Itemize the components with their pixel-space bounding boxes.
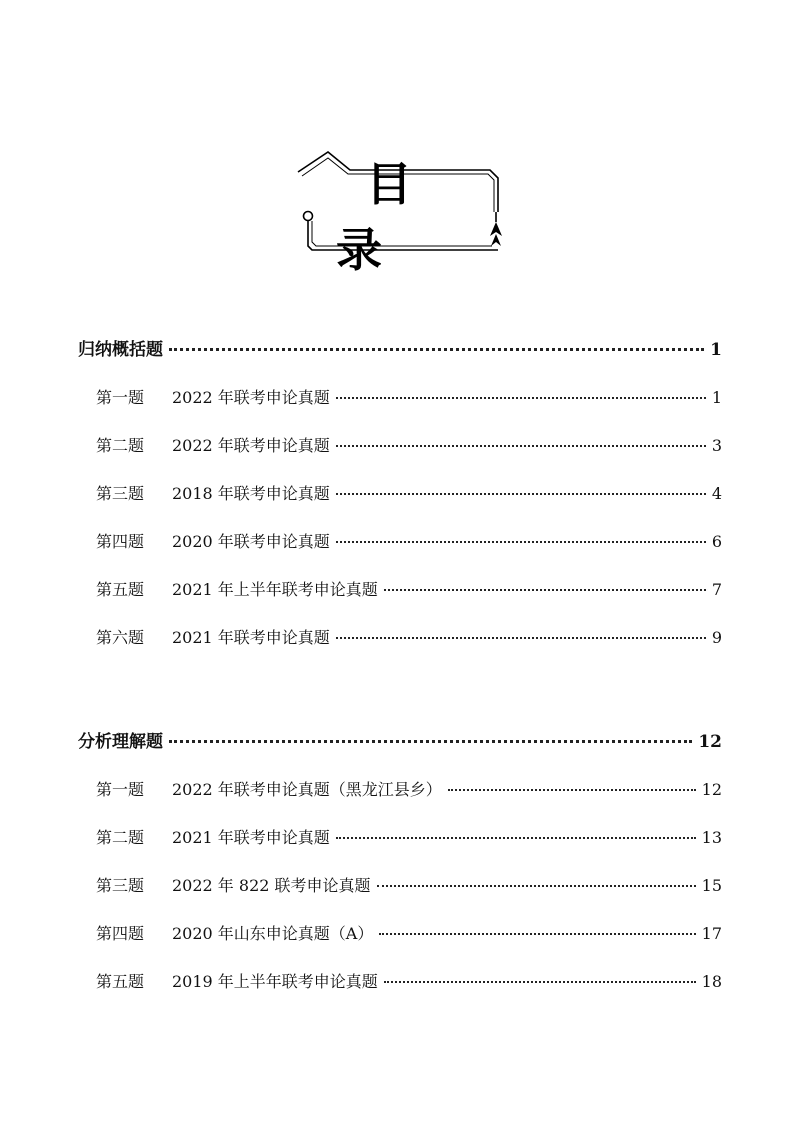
entry-title: 2018 年联考申论真题 (172, 484, 330, 503)
entry-ordinal: 第二题 (96, 828, 145, 847)
entry-title: 2022 年联考申论真题（黑龙江县乡） (172, 780, 442, 799)
dot-leader (377, 884, 696, 887)
dot-leader (169, 347, 704, 351)
toc-entry[interactable] (78, 566, 722, 614)
dot-leader (336, 540, 706, 543)
dot-leader (384, 588, 706, 591)
entry-ordinal: 第二题 (96, 436, 145, 455)
entry-title: 2020 年联考申论真题 (172, 532, 330, 551)
entry-title: 2021 年联考申论真题 (172, 828, 330, 847)
page-number: 15 (701, 876, 722, 895)
entry-ordinal: 第三题 (96, 876, 145, 895)
entry-title: 2021 年联考申论真题 (172, 628, 330, 647)
dot-leader (384, 980, 696, 983)
toc-entry[interactable] (78, 518, 722, 566)
page-number: 12 (701, 780, 722, 799)
dot-leader (336, 492, 706, 495)
dot-leader (336, 444, 706, 447)
page-number: 9 (711, 628, 722, 647)
dot-leader (336, 396, 706, 399)
page-number: 3 (711, 436, 722, 455)
toc-entry[interactable] (78, 422, 722, 470)
entry-ordinal: 第一题 (96, 388, 145, 407)
dot-leader (448, 788, 696, 791)
entry-title: 2020 年山东申论真题（A） (172, 924, 374, 943)
toc-section-heading[interactable] (78, 326, 722, 374)
page-number: 12 (698, 732, 722, 752)
dot-leader (169, 739, 692, 743)
table-of-contents (78, 326, 722, 1006)
page-number: 1 (711, 388, 722, 407)
section-title: 归纳概括题 (78, 340, 163, 360)
page-number: 6 (711, 532, 722, 551)
entry-ordinal: 第五题 (96, 972, 145, 991)
page-number: 13 (701, 828, 722, 847)
toc-section-heading[interactable] (78, 718, 722, 766)
title-frame (292, 150, 508, 277)
entry-title: 2021 年上半年联考申论真题 (172, 580, 378, 599)
page-number: 4 (711, 484, 722, 503)
entry-ordinal: 第四题 (96, 532, 145, 551)
entry-ordinal: 第一题 (96, 780, 145, 799)
toc-section-analysis (78, 718, 722, 1006)
toc-entry[interactable] (78, 614, 722, 662)
toc-entry[interactable] (78, 862, 722, 910)
entry-ordinal: 第五题 (96, 580, 145, 599)
section-title: 分析理解题 (78, 732, 163, 752)
toc-section-summary (78, 326, 722, 662)
toc-entry[interactable] (78, 766, 722, 814)
page-number: 18 (701, 972, 722, 991)
dot-leader (379, 932, 695, 935)
page-number: 17 (701, 924, 722, 943)
page-number: 1 (710, 340, 722, 360)
page-number: 7 (711, 580, 722, 599)
entry-title: 2022 年联考申论真题 (172, 436, 330, 455)
entry-ordinal: 第六题 (96, 628, 145, 647)
toc-entry[interactable] (78, 470, 722, 518)
entry-title: 2022 年联考申论真题 (172, 388, 330, 407)
toc-entry[interactable] (78, 910, 722, 958)
toc-entry[interactable] (78, 374, 722, 422)
entry-title: 2019 年上半年联考申论真题 (172, 972, 378, 991)
toc-entry[interactable] (78, 958, 722, 1006)
toc-entry[interactable] (78, 814, 722, 862)
dot-leader (336, 836, 696, 839)
entry-title: 2022 年 822 联考申论真题 (172, 876, 371, 895)
page-title: 目 录 (336, 157, 442, 277)
dot-leader (336, 636, 706, 639)
entry-ordinal: 第三题 (96, 484, 145, 503)
entry-ordinal: 第四题 (96, 924, 145, 943)
